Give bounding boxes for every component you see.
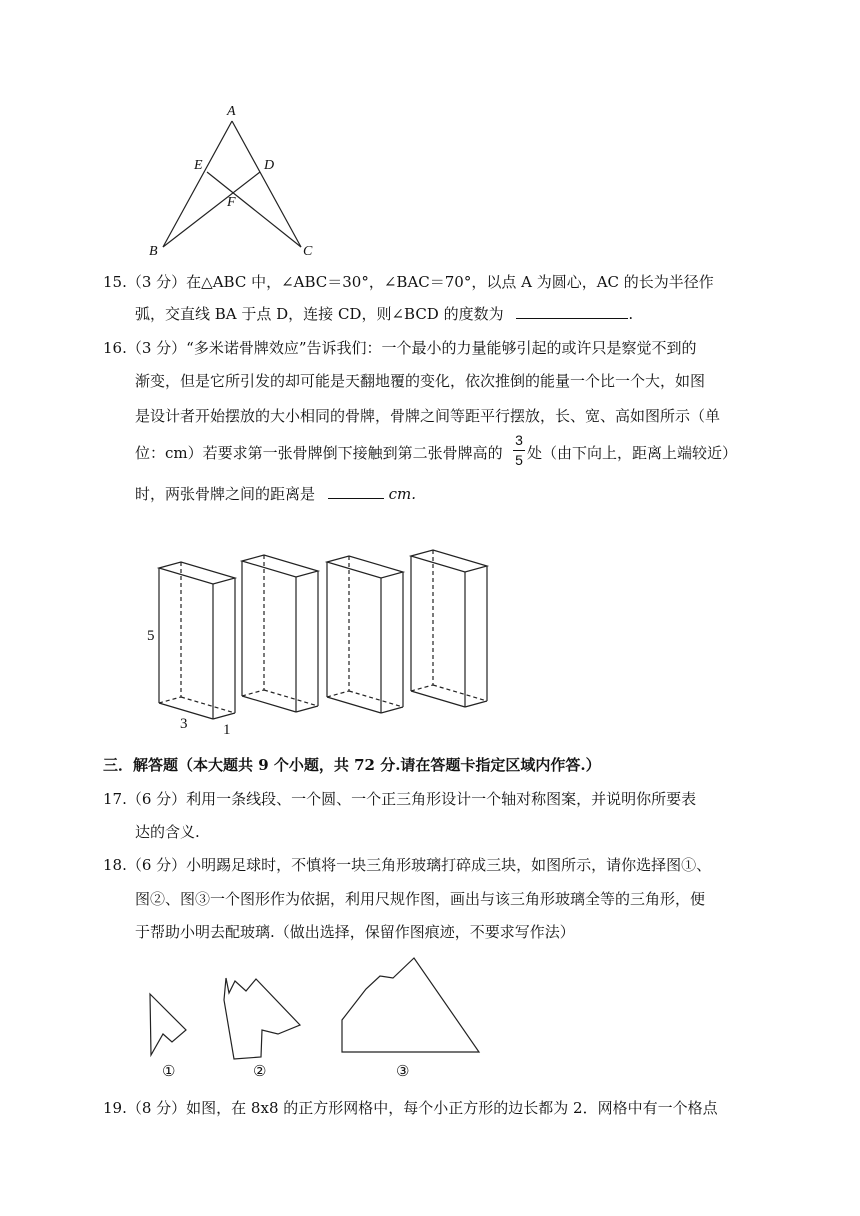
point-label-d: D (264, 158, 275, 173)
domino-width-label: 1 (223, 722, 231, 738)
q16-unit: cm. (388, 485, 416, 503)
q16-line-2: 渐变，但是它所引发的却可能是天翻地覆的变化，依次推倒的能量一个比一个大，如图 (135, 372, 706, 390)
shard-label-3: ③ (396, 1064, 410, 1080)
point-label-c: C (303, 244, 313, 259)
q16-line-1: 16.（3 分）“多米诺骨牌效应”告诉我们：一个最小的力量能够引起的或许只是察觉不到的 (103, 339, 697, 357)
fraction-denominator: 5 (515, 452, 523, 468)
point-label-f: F (227, 195, 236, 210)
shard-label-1: ① (162, 1064, 176, 1080)
shard-2 (224, 978, 300, 1059)
fraction-numerator: 3 (515, 432, 523, 448)
domino-height-label: 5 (147, 628, 155, 644)
point-label-b: B (149, 244, 158, 259)
section-3-heading: 三．解答题（本大题共 9 个小题，共 72 分.请在答题卡指定区域内作答.） (103, 756, 601, 774)
q15-end: . (628, 305, 634, 323)
shard-3 (342, 958, 479, 1052)
q18-line-2: 图②、图③一个图形作为依据，利用尺规作图，画出与该三角形玻璃全等的三角形，便 (135, 890, 706, 908)
point-label-e: E (194, 158, 203, 173)
q15-line-1: 15.（3 分）在△ABC 中，∠ABC＝30°，∠BAC＝70°，以点 A 为圆心，AC 的长为半径作 (103, 273, 714, 291)
shard-1 (150, 994, 186, 1055)
q16-line-5-text: 时，两张骨牌之间的距离是 (135, 485, 316, 503)
domino-length-label: 3 (180, 716, 188, 732)
q16-line-4a: 位：cm）若要求第一张骨牌倒下接触到第二张骨牌高的 (135, 444, 503, 462)
q16-line-4b: 处（由下向上，距离上端较近） (527, 444, 738, 462)
q17-line-2: 达的含义. (135, 823, 200, 841)
q15-line-2-text: 弧，交直线 BA 于点 D，连接 CD，则∠BCD 的度数为 (135, 305, 504, 323)
point-label-a: A (227, 104, 236, 119)
q16-line-3: 是设计者开始摆放的大小相同的骨牌，骨牌之间等距平行摆放，长、宽、高如图所示（单 (135, 407, 721, 425)
q17-line-1: 17.（6 分）利用一条线段、一个圆、一个正三角形设计一个轴对称图案，并说明你所要表 (103, 790, 697, 808)
q18-line-3: 于帮助小明去配玻璃.（做出选择，保留作图痕迹，不要求写作法） (135, 923, 575, 941)
q19-line-1: 19.（8 分）如图，在 8x8 的正方形网格中，每个小正方形的边长都为 2．网格中有一个格点 (103, 1099, 718, 1117)
q18-line-1: 18.（6 分）小明踢足球时，不慎将一块三角形玻璃打碎成三块，如图所示，请你选择图①、 (103, 856, 712, 874)
shard-label-2: ② (253, 1064, 267, 1080)
